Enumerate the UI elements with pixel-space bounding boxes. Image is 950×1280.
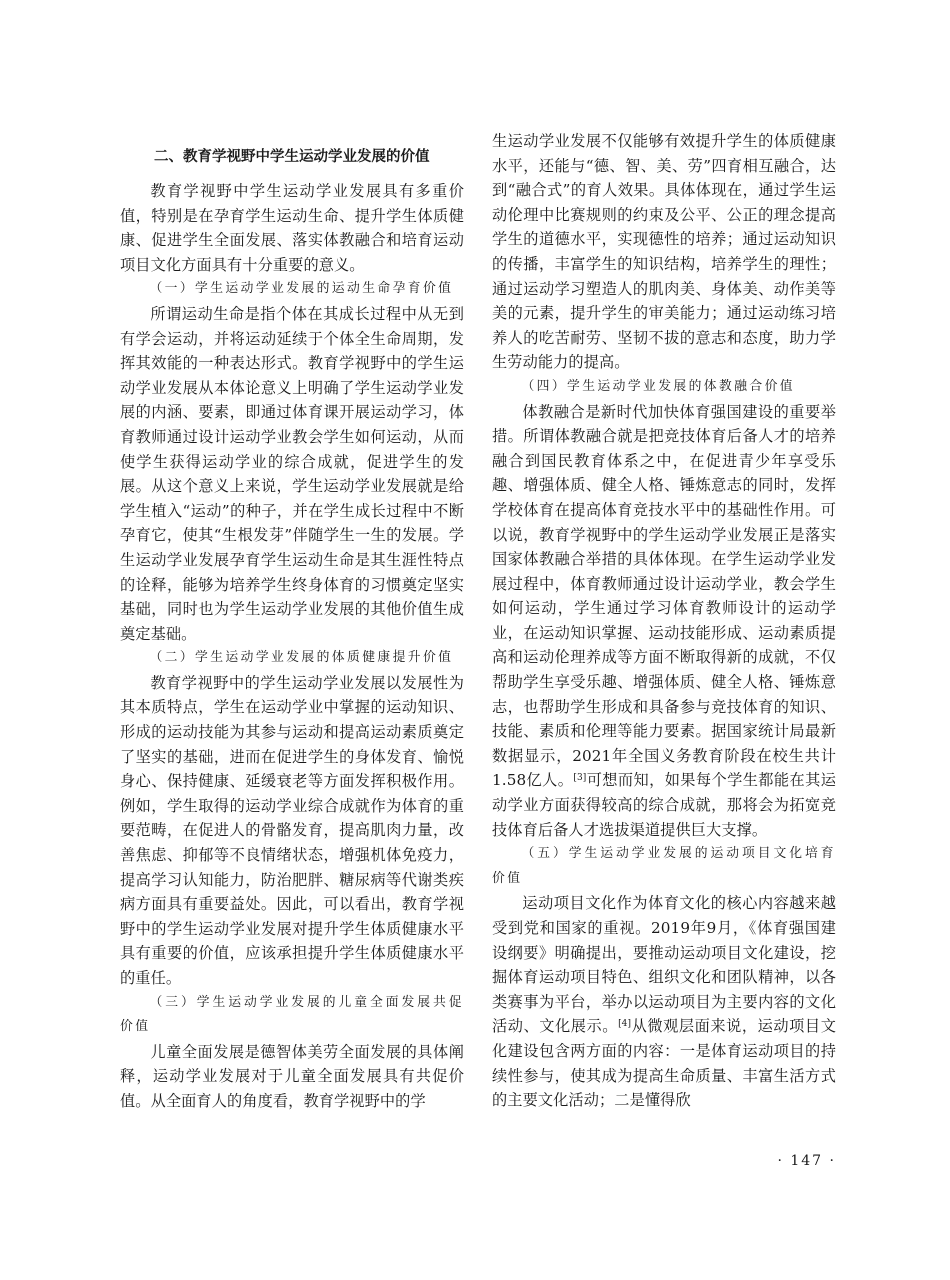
subsection-3-body-continued: 生运动学业发展不仅能够有效提升学生的体质健康水平，还能与“德、智、美、劳”四育相互融合，达到“融合式”的育人效果。具体体现在，通过学生运动伦理中比赛规则的约束及公平、公正的理念提高学生的道德水平，实现德性的培养；通过运动知识的传播，丰富学生的知识结构，培养学生的理性；通过运动学习塑造人的肌肉美、身体美、动作美等美的元素，提升学生的审美能力；通过运动练习培养人的吃苦耐劳、坚韧不拔的意志和态度，助力学生劳动能力的提高。 — [492, 132, 836, 372]
intro-paragraph: 教育学视野中学生运动学业发展具有多重价值，特别是在孕育学生运动生命、提升学生体质健康、促进学生全面发展、落实体教融合和培育运动项目文化方面具有十分重要的意义。 — [120, 182, 464, 274]
subsection-2-title: （二）学生运动学业发展的体质健康提升价值 — [149, 650, 454, 666]
subsection-5-title: （五）学生运动学业发展的运动项目文化培育价值 — [492, 846, 836, 886]
subsection-4-body-text-a: 体教融合是新时代加快体育强国建设的重要举措。所谓体教融合就是把竞技体育后备人才的培养融合到国民教育体系之中，在促进青少年享受乐趣、增强体质、健全人格、锤炼意志的同时，发挥学校体育在提高体育竞技水平中的基础性作用。可以说，教育学视野中的学生运动学业发展正是落实国家体教融合举措的具体体现。在学生运动学业发展过程中，体育教师通过设计运动学业，教会学生如何运动，学生通过学习体育教师设计的运动学业，在运动知识掌握、运动技能形成、运动素质提高和运动伦理养成等方面不断取得新的成就，不仅帮助学生享受乐趣、增强体质、健全人格、锤炼意志，也帮助学生形成和具备参与竞技体育的知识、技能、素质和伦理等能力要素。据国家统计局最新数据显示，2021年全国义务教育阶段在校生共计1.58亿人。 — [492, 402, 836, 790]
citation-3[interactable]: [3] — [573, 773, 587, 784]
subsection-5-body — [492, 891, 836, 1112]
subsection-4-body-text-b: 可想而知，如果每个学生都能在其运动学业方面获得较高的综合成就，那将会为拓宽竞技体育后备人才选拔渠道提供巨大支撑。 — [492, 771, 836, 839]
left-column — [120, 129, 464, 1114]
subsection-5-body-text-b: 从微观层面来说，运动项目文化建设包含两方面的内容：一是体育运动项目的持续性参与，使其成为提高生命质量、丰富生活方式的主要文化活动；二是懂得欣 — [492, 1017, 836, 1110]
citation-4[interactable]: [4] — [618, 1019, 632, 1030]
subsection-4-title: （四）学生运动学业发展的体教融合价值 — [521, 378, 795, 394]
section-heading: 二、教育学视野中学生运动学业发展的价值 — [154, 149, 430, 165]
subsection-3-body-start: 儿童全面发展是德智体美劳全面发展的具体阐释，运动学业发展对于儿童全面发展具有共促价值。从全面育人的角度看，教育学视野中的学 — [120, 1042, 464, 1110]
subsection-1-body: 所谓运动生命是指个体在其成长过程中从无到有学会运动，并将运动延续于个体全生命周期，发挥其效能的一种表达形式。教育学视野中的学生运动学业发展从本体论意义上明确了学生运动学业发展的内涵、要素，即通过体育课开展运动学习，体育教师通过设计运动学业教会学生如何运动，从而使学生获得运动学业的综合成就，促进学生的发展。从这个意义上来说，学生运动学业发展就是给学生植入“运动”的种子，并在学生成长过程中不断孕育它，使其“生根发芽”伴随学生一生的发展。学生运动学业发展孕育学生运动生命是其生涯性特点的诠释，能够为培养学生终身体育的习惯奠定坚实基础，同时也为学生运动学业发展的其他价值生成奠定基础。 — [120, 304, 464, 643]
page-number: · 147 · — [777, 1153, 836, 1169]
subsection-2-body: 教育学视野中的学生运动学业发展以发展性为其本质特点，学生在运动学业中掌握的运动知识、形成的运动技能为其参与运动和提高运动素质奠定了坚实的基础，进而在促进学生的身体发育、愉悦身心、保持健康、延缓衰老等方面发挥积极作用。例如，学生取得的运动学业综合成就作为体育的重要范畴，在促进人的骨骼发育，提高肌肉力量，改善焦虑、抑郁等不良情绪状态，增强机体免疫力，提高学习认知能力，防治肥胖、糖尿病等代谢类疾病方面具有重要益处。因此，可以看出，教育学视野中的学生运动学业发展对提升学生体质健康水平具有重要的价值，应该承担提升学生体质健康水平的重任。 — [120, 673, 464, 987]
subsection-1-title: （一）学生运动学业发展的运动生命孕育价值 — [149, 281, 454, 297]
subsection-5-body-text-a: 运动项目文化作为体育文化的核心内容越来越受到党和国家的重视。2019年9月，《体育强国建设纲要》明确提出，要推动运动项目文化建设，挖掘体育运动项目特色、组织文化和团队精神，以各类赛事为平台，举办以运动项目为主要内容的文化活动、文化展示。 — [492, 894, 836, 1036]
right-column — [492, 129, 836, 1113]
subsection-3-title: （三）学生运动学业发展的儿童全面发展共促价值 — [120, 994, 464, 1035]
subsection-4-body — [492, 400, 836, 843]
